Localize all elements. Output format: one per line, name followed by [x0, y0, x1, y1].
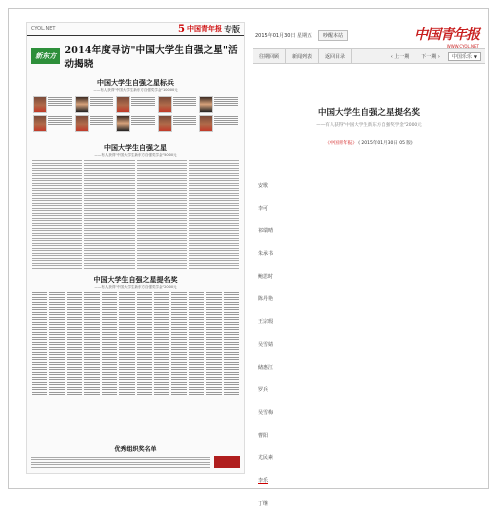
paper-section-subtitle: ——有人获得"中国大学生新东方自强奖学金"5000元: [94, 153, 177, 157]
paper-name-list: [27, 290, 244, 398]
nav-past-issues[interactable]: 往期回顾: [253, 49, 286, 63]
paper-section: 专版: [224, 23, 240, 34]
web-nav: [253, 48, 485, 64]
next-issue-button[interactable]: 下一期 ›: [421, 53, 440, 60]
page-select[interactable]: [448, 52, 481, 61]
paper-section-title: 中国大学生自强之星: [104, 143, 167, 152]
photo-item: [75, 115, 114, 132]
list-item: 尤民素: [258, 455, 274, 462]
page-select-value: 中国乐乐: [451, 53, 472, 60]
list-item: 吴雪梅: [258, 409, 274, 416]
web-date: 2015年01月30日 星期五: [255, 32, 313, 39]
list-item: 曹阳: [258, 432, 269, 439]
chevron-down-icon: ▼: [473, 53, 477, 59]
list-item: 安歌: [258, 183, 269, 189]
paper-section-title: 中国大学生自强之星标兵: [97, 78, 174, 87]
prev-issue-button[interactable]: ‹ 上一期: [390, 53, 410, 60]
list-item: 陈丹艳: [258, 296, 274, 303]
photo-item: [158, 96, 197, 113]
list-item: 吴雪婧: [258, 341, 274, 348]
list-item: 丁继: [258, 500, 269, 507]
list-item: 王宗瑕: [258, 319, 274, 326]
portrait-photo: [75, 96, 89, 113]
list-item: 鲍思时: [258, 273, 274, 280]
paper-bottom-bar: [31, 455, 240, 469]
paper-brand: 中国青年报: [187, 24, 222, 33]
chevron-left-icon: ‹: [390, 53, 393, 60]
site-logo[interactable]: [414, 24, 479, 49]
nav-news-list[interactable]: 新闻列表: [286, 49, 319, 63]
paper-section-title: 中国大学生自强之星提名奖: [93, 274, 178, 284]
nav-back-to-contents[interactable]: 返回目录: [319, 49, 352, 63]
source-link[interactable]: 《中国青年报》: [325, 141, 357, 146]
web-header: [253, 22, 485, 48]
list-item: 储惠江: [258, 364, 274, 371]
article-date: ( 2015年01月30日 05 版): [358, 141, 413, 146]
article-subtitle: ——有人获得"中国大学生新东方自强奖学金"2000元: [316, 123, 422, 128]
photo-item: [33, 115, 72, 132]
photo-item: [158, 115, 197, 132]
portrait-photo: [75, 115, 89, 132]
paper-headline: 2014年度寻访"中国大学生自强之星"活动揭晓: [64, 45, 238, 70]
portrait-photo: [158, 96, 172, 113]
portrait-photo: [158, 115, 172, 132]
photo-item: [75, 96, 114, 113]
paper-ad: [214, 456, 240, 468]
paper-header: [27, 23, 244, 36]
paper-section-subtitle: ——有人获得"中国大学生新东方自强奖学金"2000元: [94, 284, 177, 289]
portrait-photo: [199, 115, 213, 132]
list-item: 罗兵: [258, 387, 269, 394]
paper-text-columns: [27, 158, 244, 271]
name-list: [258, 175, 273, 515]
article-title: 中国大学生自强之星提名奖: [317, 108, 420, 118]
paper-page-number: 5: [178, 23, 185, 35]
web-article-pane: [253, 22, 485, 507]
portrait-photo: [116, 96, 130, 113]
photo-item: [116, 115, 155, 132]
paper-section-subtitle: ——有人获得"中国大学生新东方自强奖学金"10000元: [93, 88, 178, 92]
article-meta: [253, 140, 485, 146]
list-item: 朱承书: [258, 251, 274, 258]
list-item: 祁瑞晴: [258, 228, 274, 235]
photo-item: [116, 96, 155, 113]
photo-item: [33, 96, 72, 113]
portrait-photo: [33, 115, 47, 132]
list-item: 李可: [258, 205, 269, 212]
chevron-right-icon: ›: [437, 53, 440, 60]
sponsor-logo: 新东方: [31, 48, 60, 64]
photo-item: [199, 115, 238, 132]
portrait-photo: [199, 96, 213, 113]
portrait-photo: [33, 96, 47, 113]
list-item: 李乐: [258, 477, 269, 484]
logo-url: WWW.CYOL.NET: [446, 44, 479, 49]
portrait-photo: [116, 115, 130, 132]
photo-grid: [27, 93, 244, 135]
paper-bottom-title: 优秀组织奖名单: [114, 446, 157, 453]
login-button[interactable]: 吵醒本站: [318, 30, 348, 41]
logo-text: 中国青年报: [414, 27, 479, 43]
newspaper-page[interactable]: [26, 22, 245, 474]
paper-site: CYOL.NET: [31, 26, 56, 32]
photo-item: [199, 96, 238, 113]
